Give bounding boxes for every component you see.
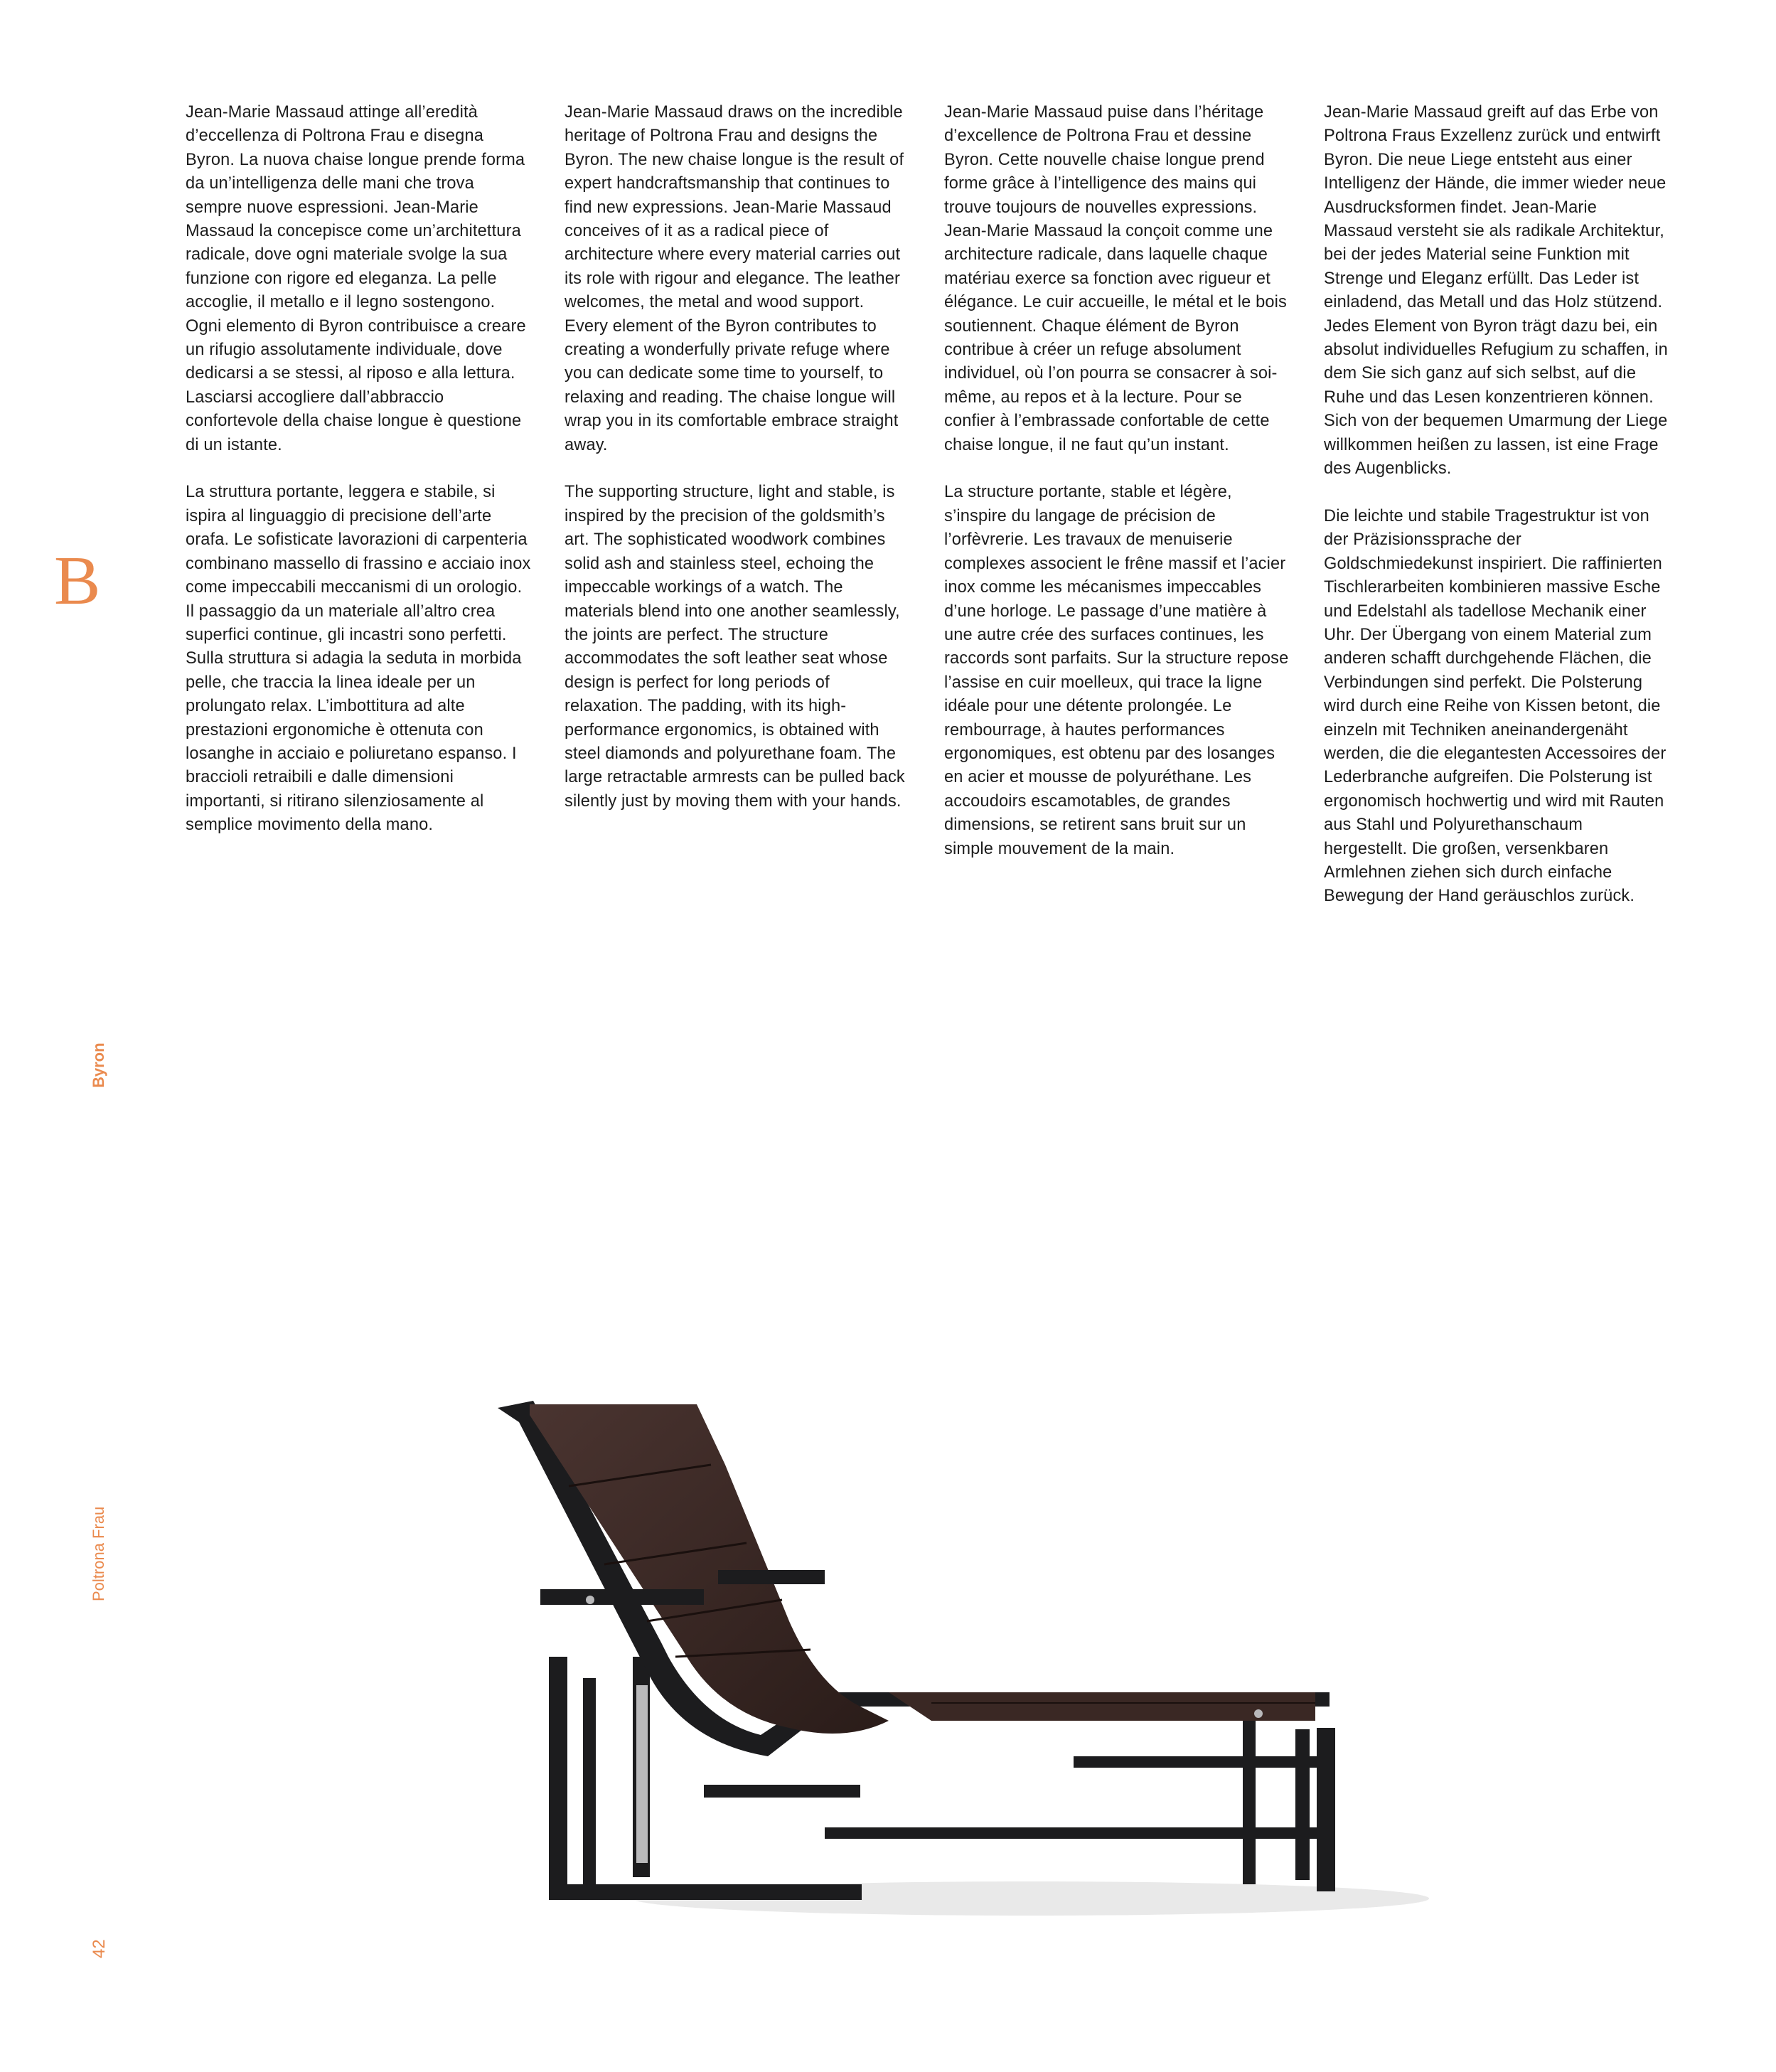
text-column-french [944,101,1290,885]
side-brand-name: Poltrona Frau [90,1506,107,1601]
paragraph: La structure portante, stable et légère, s’inspire du langage de précision de l’orfèvrerie. Les travaux de menuiserie complexes associent le frêne massif et l’acier inox comme les mécanismes impeccables d’une horloge. Le passage d’une matière à une autre crée des surfaces continues, les raccords sont parfaits. Sur la structure repose l’assise en cuir moelleux, qui trace la ligne idéale pour une détente prolongée. Le rembourrage, à hautes performances ergonomiques, est obtenu par des losanges en acier et mousse de polyuréthane. Les accoudoirs escamotables, de grandes dimensions, se retirent sans bruit sur un simple mouvement de la main. [944,483,1289,858]
text-column-english [565,101,910,838]
paragraph: Jean-Marie Massaud greift auf das Erbe von Poltrona Fraus Exzellenz zurück und entwirft Byron. Die neue Liege entsteht aus einer Intelligenz der Hände, die immer wieder neue Ausdrucksformen findet. Jean-Marie Massaud versteht sie als radikale Architektur, bei der jedes Material seine Funktion mit Strenge und Eleganz erfüllt. Das Leder ist einladend, das Metall und das Holz stützend. Jedes Element von Byron trägt dazu bei, ein absolut individuelles Refugium zu schaffen, in dem Sie sich ganz auf sich selbst, auf die Ruhe und das Lesen konzentrieren können. Sich von der bequemen Umarmung der Liege willkommen heißen zu lassen, ist eine Frage des Augenblicks. [1324,103,1668,479]
text-column-german [1324,101,1669,932]
paragraph: La struttura portante, leggera e stabile, si ispira al linguaggio di precisione dell’arte orafa. Le sofisticate lavorazioni di carpenteria combinano massello di frassino e acciaio inox come impeccabili meccanismi di un orologio. Il passaggio da un materiale all’altro crea superfici continue, gli incastri sono perfetti. Sulla struttura si adagia la seduta in morbida pelle, che traccia la linea ideale per un prolungato relax. L’imbottitura ad alte prestazioni ergonomiche è ottenuta con losanghe in acciaio e poliuretano espanso. I braccioli retraibili e dalle dimensioni importanti, si ritirano silenziosamente al semplice movimento della mano. [186,483,531,835]
text-column-italian [186,101,531,861]
paragraph: Jean-Marie Massaud draws on the incredible heritage of Poltrona Frau and designs the Byron. The new chaise longue is the result of expert handcraftsmanship that continues to find new expressions. Jean-Marie Massaud conceives of it as a radical piece of architecture where every material carries out its role with rigour and elegance. The leather welcomes, the metal and wood support. Every element of the Byron contributes to creating a wonderfully private refuge where you can dedicate some time to yourself, to relaxing and reading. The chaise longue will wrap you in its comfortable embrace straight away. [565,103,904,454]
section-initial: B [54,543,101,619]
paragraph: The supporting structure, light and stable, is inspired by the precision of the goldsmith’s art. The sophisticated woodwork combines solid ash and stainless steel, echoing the impeccable workings of a watch. The materials blend into one another seamlessly, the joints are perfect. The structure accommodates the soft leather seat whose design is perfect for long periods of relaxation. The padding, with its high-performance ergonomics, is obtained with steel diamonds and polyurethane foam. The large retractable armrests can be pulled back silently just by moving them with your hands. [565,483,905,811]
paragraph: Jean-Marie Massaud puise dans l’héritage d’excellence de Poltrona Frau et dessine Byron. Cette nouvelle chaise longue prend forme grâce à l’intelligence des mains qui trouve toujours de nouvelles expressions. Jean-Marie Massaud la conçoit comme une architecture radicale, dans laquelle chaque matériau exerce sa fonction avec rigueur et élégance. Le cuir accueille, le métal et le bois soutiennent. Chaque élément de Byron contribue à créer un refuge absolument individuel, où l’on pourra se consacrer à soi-même, au repos et à la lecture. Pour se confier à l’embrassade confortable de cette chaise longue, il ne faut qu’un instant. [944,103,1287,454]
side-section-title: Byron [90,1042,107,1088]
paragraph: Jean-Marie Massaud attinge all’eredità d’eccellenza di Poltrona Frau e disegna Byron. La nuova chaise longue prende forma da un’intelligenza delle mani che trova sempre nuove espressioni. Jean-Marie Massaud la concepisce come un’architettura radicale, dove ogni materiale svolge la sua funzione con rigore ed eleganza. La pelle accoglie, il metallo e il legno sostengono. Ogni elemento di Byron contribuisce a creare un rifugio assolutamente individuale, dove dedicarsi a se stessi, al riposo e alla lettura. Lasciarsi accogliere dall’abbraccio confortevole della chaise longue è questione di un istante. [186,103,526,454]
page-number: 42 [90,1939,109,1958]
chaise-longue-photo [491,1387,1571,1927]
paragraph: Die leichte und stabile Tragestruktur ist von der Präzisionssprache der Goldschmiedekunst inspiriert. Die raffinierten Tischlerarbeiten kombinieren massive Esche und Edelstahl als tadellose Mechanik einer Uhr. Der Übergang von einem Material zum anderen schafft durchgehende Flächen, die Verbindungen sind perfekt. Die Polsterung wird durch eine Reihe von Kissen betont, die einzeln mit Techniken aneinandergenäht werden, die die elegantesten Accessoires der Lederbranche aufgreifen. Die Polsterung ist ergonomisch hochwertig und wird mit Rauten aus Stahl und Polyurethanschaum hergestellt. Die großen, versenkbaren Armlehnen ziehen sich durch einfache Bewegung der Hand geräuschlos zurück. [1324,506,1667,906]
